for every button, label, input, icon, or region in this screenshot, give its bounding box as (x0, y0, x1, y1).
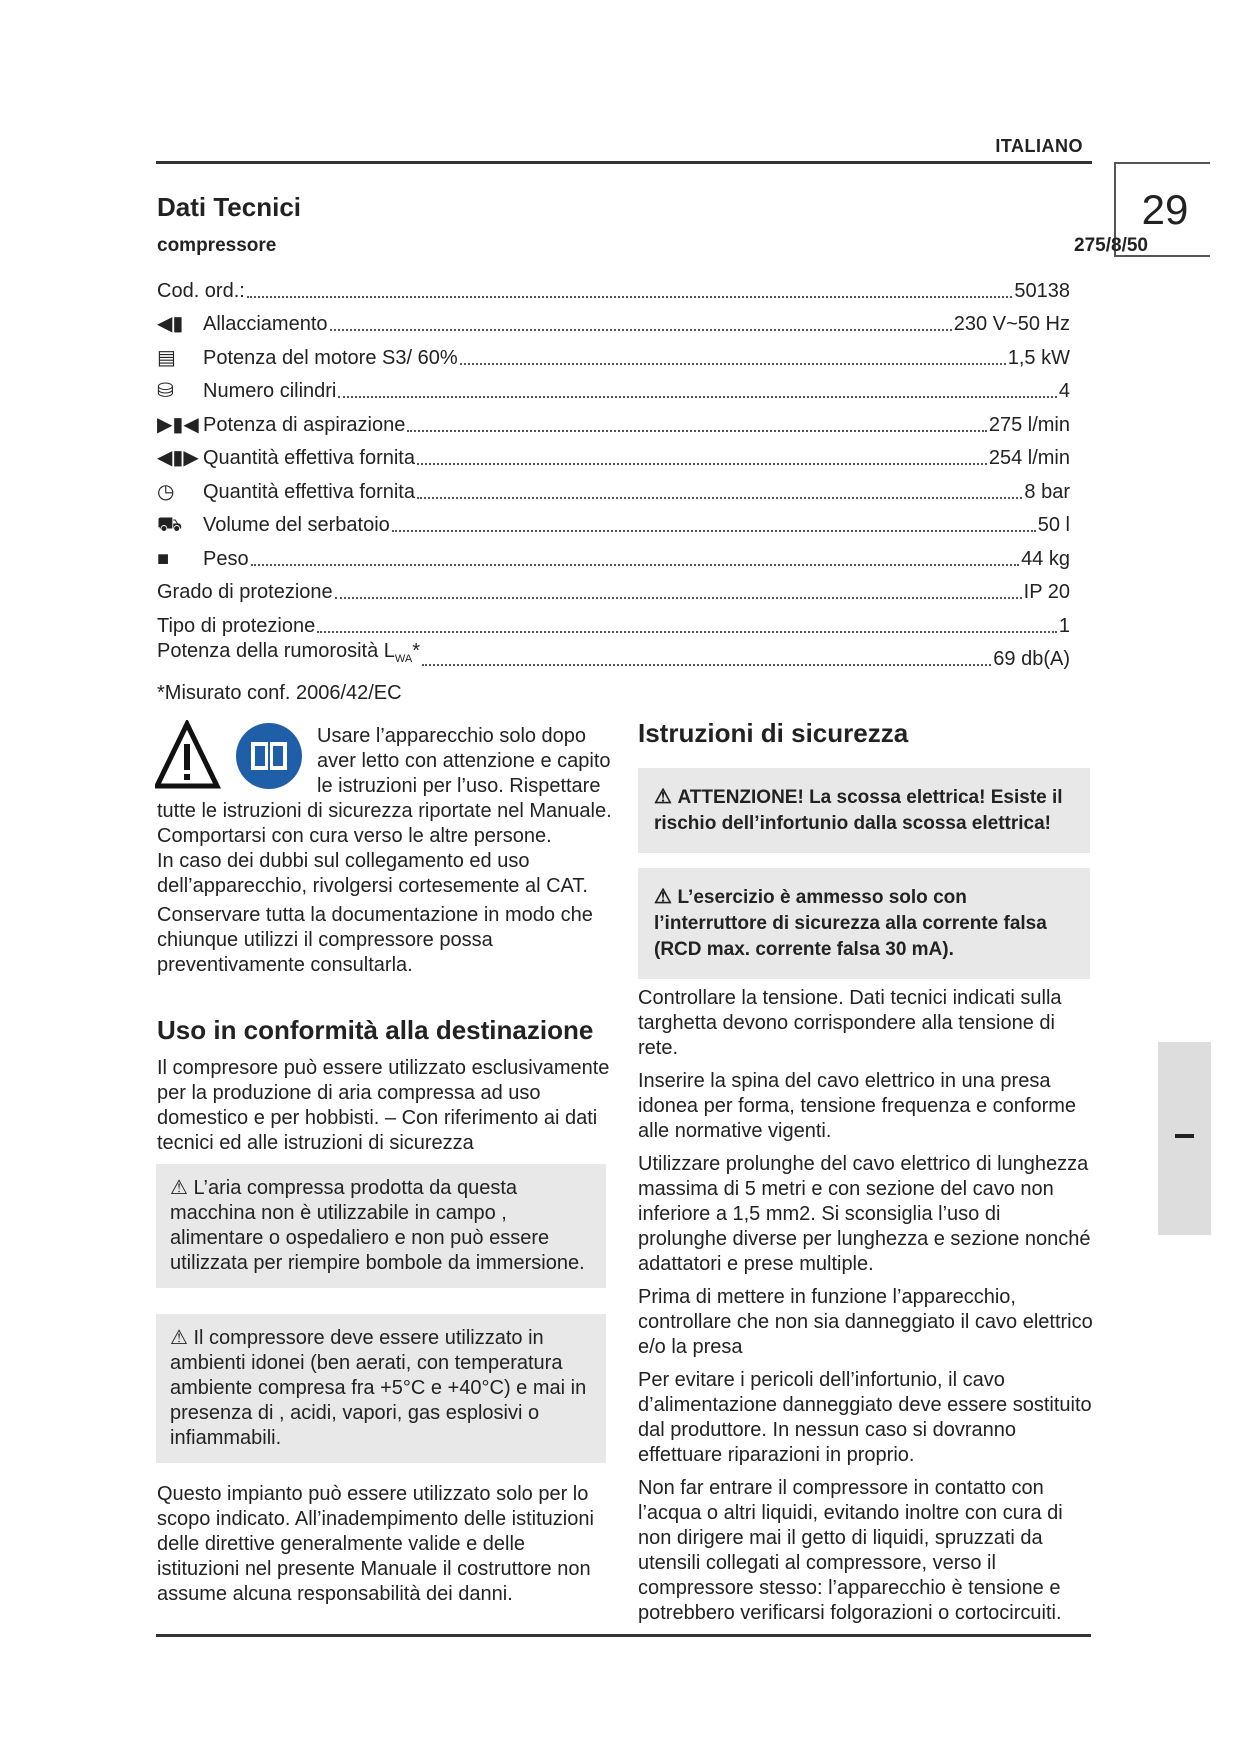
motor-icon: ▤ (157, 346, 176, 369)
spec-value: 254 l/min (988, 447, 1070, 469)
weight-icon: ■ (157, 547, 170, 570)
safety-instructions (638, 986, 1093, 1634)
spec-label: Potenza della rumorosità $L_{WA}*$ (157, 640, 421, 665)
safety-paragraph: Inserire la spina del cavo elettrico in una presa idonea per forma, tensione frequenza e conforme alle normative vigenti. (638, 1070, 1077, 1142)
dot-leader (330, 329, 952, 331)
warning-icon: ⚠ (170, 1327, 194, 1349)
spec-label: Allacciamento (203, 313, 328, 335)
warning-box (156, 1314, 606, 1463)
spec-value: 275 l/min (988, 413, 1070, 436)
spec-label: Cod. ord.: (157, 279, 245, 302)
warning-text: ATTENZIONE! La scossa elettrica! Esiste il rischio dell’infortunio dalla scossa elettrica! (654, 787, 1063, 834)
dot-leader (251, 564, 1019, 566)
spec-value: 4 (1058, 380, 1070, 402)
spec-label: Peso (203, 547, 249, 570)
dash-mark (1175, 1134, 1194, 1138)
spec-row (157, 505, 1070, 539)
dot-leader (407, 430, 986, 432)
intro-text (157, 724, 612, 978)
spec-label: Numero cilindri (203, 380, 337, 402)
safety-paragraph: Utilizzare prolunghe del cavo elettrico di lunghezza massima di 5 metri e con sezione del cavo non inferiore a 1,5 mm2. Si sconsiglia l’uso di prolunghe diverse per lunghezza e sezione nonché adattatori e prese multiple. (638, 1153, 1091, 1275)
spec-row (157, 337, 1070, 371)
warning-text: L’esercizio è ammesso solo con l’interruttore di sicurezza alla corrente falsa (RCD max. corrente falsa 30 mA). (654, 887, 1047, 960)
dot-leader (460, 363, 1006, 365)
section-heading-safety: Istruzioni di sicurezza (638, 718, 909, 748)
spec-value: 1,5 kW (1007, 346, 1070, 369)
specs-subtitle: compressore (157, 235, 277, 256)
electric-warning-box (638, 768, 1090, 853)
intro-paragraph: Conservare tutta la documentazione in modo che chiunque utilizzi il compressore possa preventivamente consultarla. (157, 904, 593, 976)
uso-text: Il compresore può essere utilizzato esclusivamente per la produzione di aria compressa ad uso domestico e per hobbisti. – Con riferimento ai dati tecnici ed alle istruzioni di sicurezza (157, 1057, 610, 1154)
spec-value: 44 kg (1021, 547, 1070, 570)
spec-label: Quantità effettiva fornita (203, 480, 415, 503)
tank-icon: ⛟ (157, 514, 183, 536)
warning-text: L’aria compressa prodotta da questa macchina non è utilizzabile in campo , alimentare o ospedaliero e non può essere utilizzata per riempire bombole da immersione. (170, 1177, 585, 1274)
safety-paragraph: Per evitare i pericoli dell’infortunio, il cavo d’alimentazione danneggiato deve essere sostituito dal produttore. In nessun caso si dovranno effettuare riparazioni in proprio. (638, 1369, 1092, 1466)
spec-value: IP 20 (1023, 581, 1070, 603)
warning-box (156, 1164, 606, 1288)
side-tab-marker (1158, 1042, 1211, 1235)
dot-leader (335, 597, 1022, 599)
spec-row (157, 605, 1070, 639)
spec-label: Grado di protezione (157, 581, 333, 603)
dot-leader (317, 631, 1057, 633)
safety-paragraph: Prima di mettere in funzione l’apparecchio, controllare che non sia danneggiato il cavo elettrico e/o la presa (638, 1286, 1093, 1358)
spec-value: 1 (1058, 614, 1070, 637)
spec-value: 50138 (1014, 279, 1070, 302)
rcd-warning-box (638, 868, 1090, 979)
spec-label: Quantità effettiva fornita (203, 447, 415, 469)
warning-icon: ⚠ (654, 786, 678, 808)
spec-label: Potenza di aspirazione (203, 413, 406, 436)
spec-value: 230 V~50 Hz (953, 313, 1070, 335)
spec-value: 50 l (1037, 514, 1070, 536)
intro-paragraph: In caso dei dubbi sul collegamento ed uso dell’apparecchio, rivolgersi cortesemente al CAT. (157, 850, 588, 897)
warning-icon: ⚠ (654, 886, 678, 908)
plug-icon: ◀▮ (157, 313, 184, 335)
cylinder-icon: ⛁ (157, 380, 174, 402)
spec-row (157, 270, 1070, 304)
spec-label: Volume del serbatoio (203, 514, 390, 536)
spec-footnote: *Misurato conf. 2006/42/EC (157, 681, 402, 704)
spec-row (157, 471, 1070, 505)
bottom-rule (156, 1634, 1091, 1637)
dot-leader (417, 463, 987, 465)
section-heading-uso: Uso in conformità alla destinazione (157, 1015, 594, 1045)
language-label: ITALIANO (995, 136, 1083, 156)
pressure-gauge-icon: ◷ (157, 480, 175, 503)
specs-title: Dati Tecnici (157, 192, 302, 222)
dot-leader (417, 497, 1022, 499)
liability-text: Questo impianto può essere utilizzato solo per lo scopo indicato. All’inadempimento delle istituzioni delle direttive generalmente valide e delle istituzioni nel presente Manuale il costruttore non assume alcuna responsabilità dei danni. (157, 1483, 594, 1605)
spec-row (157, 404, 1070, 438)
dot-leader (247, 296, 1013, 298)
page-number: 29 (1141, 186, 1189, 233)
spec-value: 8 bar (1024, 480, 1070, 503)
intro-paragraph: Usare l’apparecchio solo dopo aver letto con attenzione e capito le istruzioni per l’uso. Rispettare (317, 725, 611, 797)
output-icon: ◀▮▶ (157, 447, 199, 469)
dot-leader (338, 396, 1057, 398)
spec-value: 69 db(A) (993, 648, 1070, 670)
intake-icon: ▶▮◀ (157, 413, 199, 436)
spec-row (157, 639, 1070, 673)
spec-row (157, 371, 1070, 405)
spec-label: Potenza del motore S3/ 60% (203, 346, 458, 369)
spec-row (157, 438, 1070, 472)
spec-row (157, 538, 1070, 572)
dot-leader (422, 664, 991, 666)
spec-row (157, 304, 1070, 338)
specs-table (157, 270, 1070, 706)
dot-leader (392, 530, 1036, 532)
warning-text: Il compressore deve essere utilizzato in ambienti idonei (ben aerati, con temperatura ambiente compresa fra +5°C e +40°C) e mai in presenza di , acidi, vapori, gas esplosivi o infiammabili. (170, 1327, 587, 1449)
model-number: 275/8/50 (1074, 235, 1148, 256)
spec-row (157, 572, 1070, 606)
warning-icon: ⚠ (170, 1177, 194, 1199)
intro-paragraph: tutte le istruzioni di sicurezza riportate nel Manuale. Comportarsi con cura verso le altre persone. (157, 800, 612, 847)
spec-label: Tipo di protezione (157, 614, 316, 637)
safety-paragraph: Controllare la tensione. Dati tecnici indicati sulla targhetta devono corrispondere alla tensione di rete. (638, 987, 1062, 1059)
top-rule (156, 161, 1092, 164)
safety-paragraph: Non far entrare il compressore in contatto con l’acqua o altri liquidi, evitando inoltre con cura di non dirigere mai il getto di liquidi, spruzzati da utensili collegati al compressore, verso il compressore stesso: l’apparecchio è tensione e potrebbero verificarsi folgorazioni o cortocircuiti. (638, 1477, 1063, 1624)
